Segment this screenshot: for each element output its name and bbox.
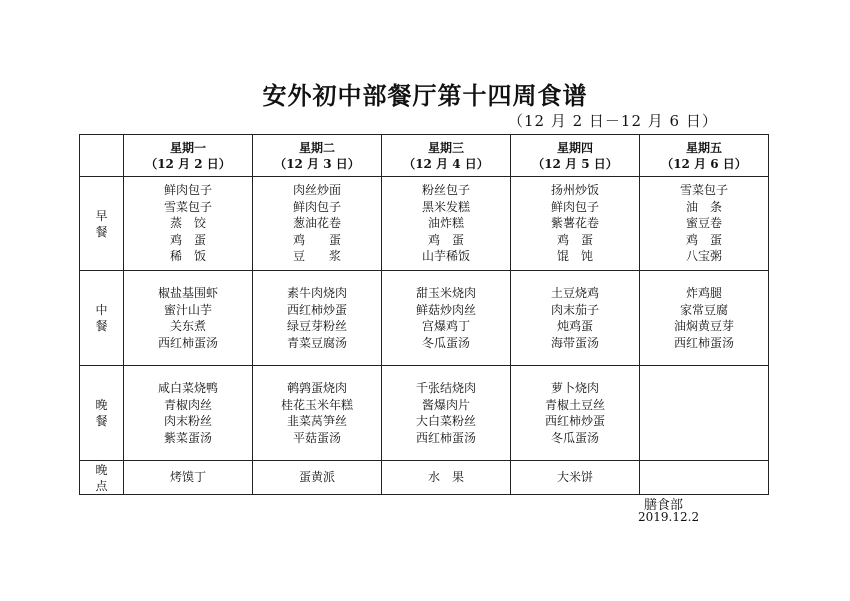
dish-item: 冬瓜蛋汤 bbox=[550, 430, 599, 445]
dish-item: 青椒肉丝 bbox=[163, 397, 212, 412]
dish-item: 青椒土豆丝 bbox=[544, 397, 605, 412]
dish-item: 甜玉米烧肉 bbox=[415, 286, 476, 300]
day-name: 星期四 bbox=[556, 140, 593, 155]
day-date: （12 月 6 日） bbox=[661, 156, 747, 171]
menu-cell bbox=[253, 461, 382, 495]
day-date: （12 月 2 日） bbox=[145, 156, 231, 171]
dish-item: 稀 饭 bbox=[169, 249, 206, 264]
dish-item: 鸡 蛋 bbox=[427, 232, 464, 247]
dish-item: 蜜豆卷 bbox=[685, 216, 722, 231]
dish-item: 肉末茄子 bbox=[550, 302, 599, 317]
day-date: （12 月 3 日） bbox=[274, 156, 360, 171]
dish-item: 雪菜包子 bbox=[679, 183, 728, 198]
day-name: 星期二 bbox=[298, 140, 335, 155]
meal-row-breakfast bbox=[80, 177, 769, 271]
dish-item: 油炸糕 bbox=[427, 216, 464, 231]
meal-label-char: 中 bbox=[95, 303, 108, 317]
menu-cell bbox=[640, 461, 769, 495]
menu-cell bbox=[382, 177, 511, 271]
menu-cell bbox=[382, 366, 511, 461]
menu-cell bbox=[124, 271, 253, 366]
dish-item: 素牛肉烧肉 bbox=[286, 286, 347, 300]
menu-cell bbox=[253, 177, 382, 271]
dish-item: 大白菜粉丝 bbox=[415, 414, 476, 428]
menu-cell bbox=[511, 177, 640, 271]
day-header bbox=[640, 135, 769, 177]
dish-item: 青菜豆腐汤 bbox=[286, 335, 347, 350]
dish-item: 宫爆鸡丁 bbox=[421, 319, 470, 333]
meal-label bbox=[80, 366, 124, 461]
menu-cell bbox=[253, 366, 382, 461]
meal-label-char: 餐 bbox=[95, 319, 108, 333]
dish-item: 豆 浆 bbox=[292, 249, 341, 264]
day-name: 星期三 bbox=[427, 140, 464, 155]
dish-item: 蛋黄派 bbox=[298, 470, 335, 485]
dish-item: 西红柿蛋汤 bbox=[415, 430, 476, 445]
dish-item: 关东煮 bbox=[169, 319, 206, 333]
day-header bbox=[511, 135, 640, 177]
dish-item: 粉丝包子 bbox=[421, 183, 470, 198]
day-name: 星期一 bbox=[169, 140, 206, 155]
dish-item: 鹌鹑蛋烧肉 bbox=[286, 381, 347, 395]
dish-item: 紫菜蛋汤 bbox=[163, 430, 212, 445]
meal-label-char: 点 bbox=[95, 478, 108, 493]
dish-item: 萝卜烧肉 bbox=[550, 381, 599, 395]
menu-cell bbox=[511, 461, 640, 495]
menu-cell bbox=[640, 177, 769, 271]
dish-item: 鲜肉包子 bbox=[163, 183, 212, 198]
dish-item: 雪菜包子 bbox=[163, 199, 212, 214]
footer-date: 2019.12.2 bbox=[638, 510, 700, 524]
meal-label-char: 晚 bbox=[95, 462, 108, 477]
meal-label bbox=[80, 461, 124, 495]
dish-item: 肉丝炒面 bbox=[292, 183, 341, 198]
dish-item: 平菇蛋汤 bbox=[292, 430, 341, 445]
dish-item: 鸡 蛋 bbox=[556, 232, 593, 247]
dish-item: 冬瓜蛋汤 bbox=[421, 335, 470, 350]
dish-item: 海带蛋汤 bbox=[550, 335, 599, 350]
dish-item: 蜜汁山芋 bbox=[163, 302, 212, 317]
dish-item: 黑米发糕 bbox=[421, 199, 470, 214]
footer-department: 膳食部 bbox=[644, 498, 684, 513]
dish-item: 山芋稀饭 bbox=[421, 249, 470, 264]
dish-item: 绿豆芽粉丝 bbox=[286, 319, 347, 333]
meal-row-lunch bbox=[80, 271, 769, 366]
dish-item: 葱油花卷 bbox=[292, 216, 341, 231]
dish-item: 椒盐基围虾 bbox=[157, 286, 218, 300]
dish-item: 炖鸡蛋 bbox=[556, 319, 593, 333]
menu-cell bbox=[511, 366, 640, 461]
dish-item: 酱爆肉片 bbox=[421, 397, 470, 412]
dish-item: 扬州炒饭 bbox=[550, 183, 599, 198]
dish-item: 西红柿炒蛋 bbox=[544, 414, 605, 428]
dish-item: 家常豆腐 bbox=[679, 302, 728, 317]
day-date: （12 月 5 日） bbox=[532, 156, 618, 171]
menu-cell bbox=[382, 461, 511, 495]
dish-item: 土豆烧鸡 bbox=[550, 286, 599, 300]
dish-item: 韭菜莴笋丝 bbox=[286, 414, 347, 428]
dish-item: 油焖黄豆芽 bbox=[673, 319, 734, 333]
dish-item: 紫薯花卷 bbox=[550, 216, 599, 231]
date-range: （12 月 2 日－12 月 6 日） bbox=[508, 112, 718, 130]
meal-label bbox=[80, 177, 124, 271]
dish-item: 水 果 bbox=[427, 470, 464, 485]
meal-label-char: 晚 bbox=[95, 398, 108, 412]
dish-item: 蒸 饺 bbox=[169, 216, 206, 231]
meal-label-char: 餐 bbox=[95, 224, 108, 239]
dish-item: 馄 饨 bbox=[556, 249, 593, 264]
day-header bbox=[253, 135, 382, 177]
dish-item: 大米饼 bbox=[556, 470, 593, 485]
day-name: 星期五 bbox=[685, 140, 722, 155]
menu-cell bbox=[253, 271, 382, 366]
day-header bbox=[382, 135, 511, 177]
page-title: 安外初中部餐厅第十四周食谱 bbox=[262, 82, 588, 110]
menu-cell bbox=[124, 461, 253, 495]
menu-cell bbox=[124, 366, 253, 461]
menu-cell bbox=[382, 271, 511, 366]
menu-cell bbox=[640, 271, 769, 366]
dish-item: 烤馍丁 bbox=[169, 470, 206, 485]
dish-item: 西红柿蛋汤 bbox=[673, 335, 734, 350]
dish-item: 鸡 蛋 bbox=[169, 232, 206, 247]
header-row bbox=[80, 135, 769, 177]
dish-item: 鲜肉包子 bbox=[292, 199, 341, 214]
dish-item: 炸鸡腿 bbox=[685, 286, 722, 300]
menu-cell bbox=[124, 177, 253, 271]
dish-item: 西红柿炒蛋 bbox=[286, 302, 347, 317]
meal-row-evening-snack bbox=[80, 461, 769, 495]
dish-item: 千张结烧肉 bbox=[415, 381, 476, 395]
meal-label-char: 早 bbox=[95, 208, 108, 223]
dish-item: 肉末粉丝 bbox=[163, 414, 212, 428]
dish-item: 桂花玉米年糕 bbox=[280, 397, 353, 412]
dish-item: 西红柿蛋汤 bbox=[157, 335, 218, 350]
dish-item: 鸡 蛋 bbox=[292, 232, 341, 247]
meal-row-dinner bbox=[80, 366, 769, 461]
dish-item: 八宝粥 bbox=[685, 249, 722, 264]
dish-item: 鲜肉包子 bbox=[550, 199, 599, 214]
dish-item: 咸白菜烧鸭 bbox=[157, 381, 218, 395]
meal-label bbox=[80, 271, 124, 366]
dish-item: 油 条 bbox=[685, 199, 722, 214]
dish-item: 鲜菇炒肉丝 bbox=[415, 302, 476, 317]
day-header bbox=[124, 135, 253, 177]
day-date: （12 月 4 日） bbox=[403, 156, 489, 171]
corner-cell bbox=[80, 135, 124, 177]
menu-table bbox=[79, 134, 769, 495]
dish-item: 鸡 蛋 bbox=[685, 232, 722, 247]
menu-cell bbox=[640, 366, 769, 461]
meal-label-char: 餐 bbox=[95, 414, 108, 428]
menu-cell bbox=[511, 271, 640, 366]
